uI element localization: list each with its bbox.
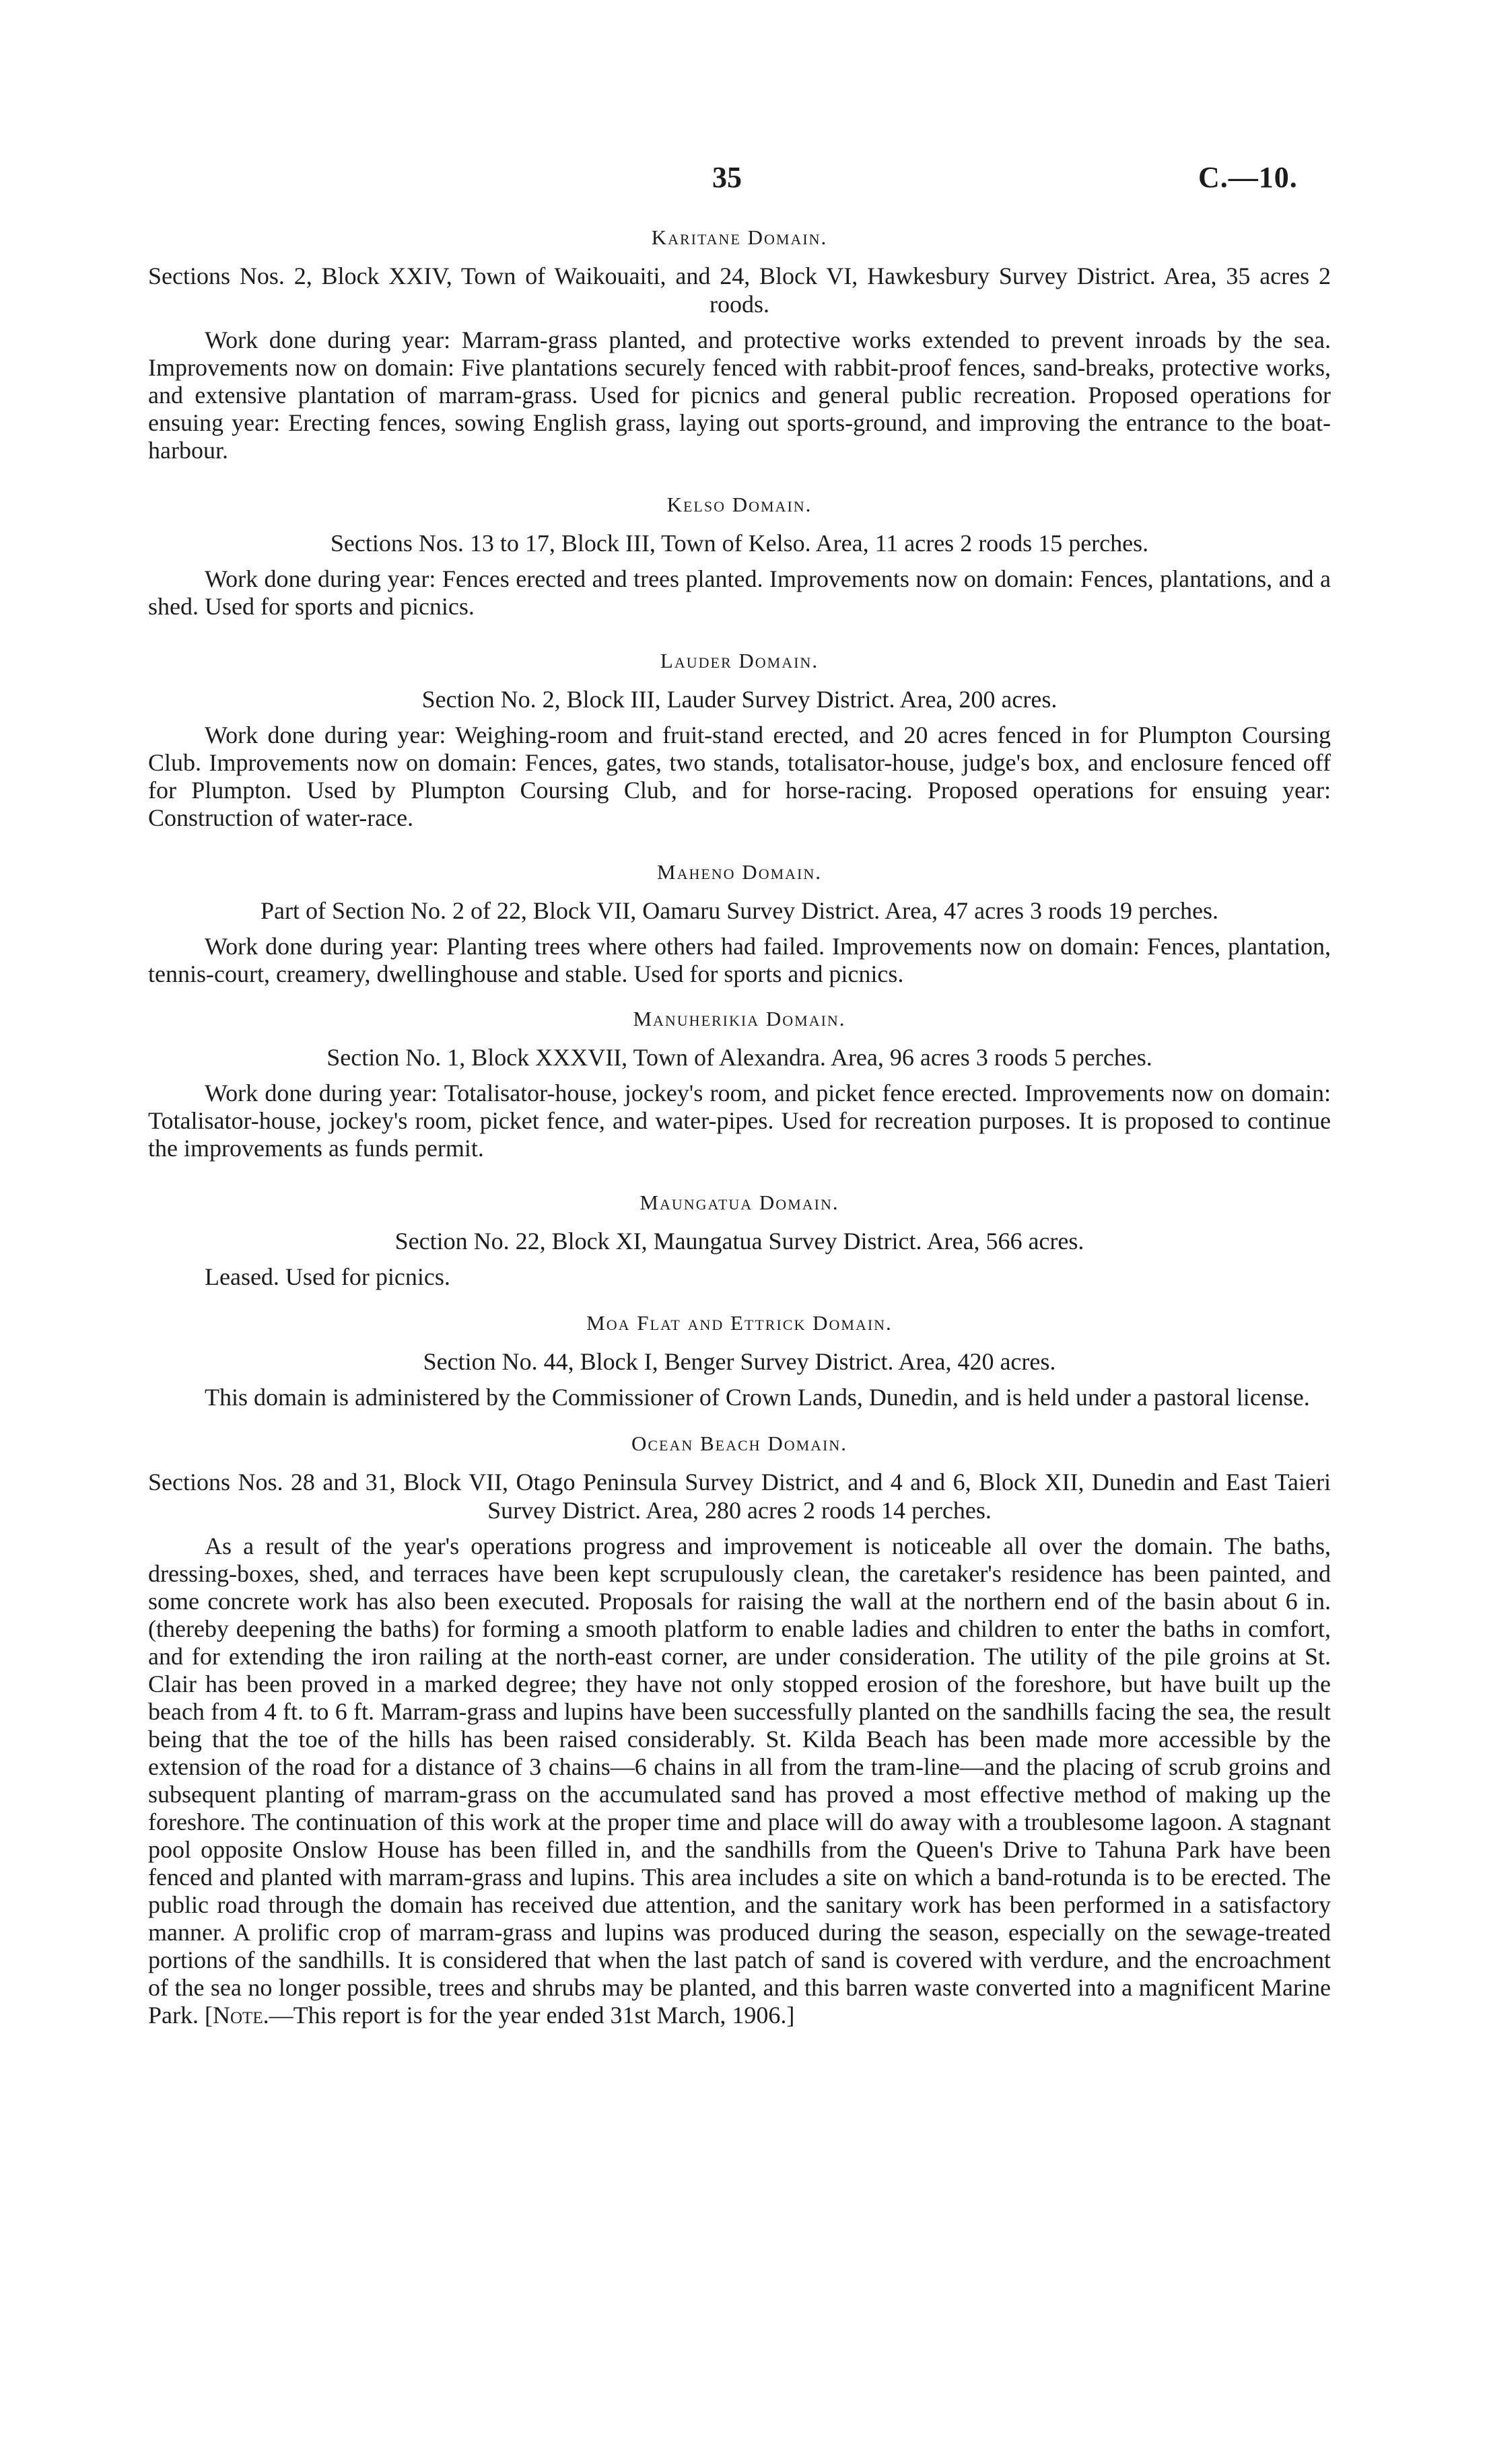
note-label: Note. [213, 2002, 269, 2029]
section-body: Leased. Used for picnics. [205, 1263, 450, 1290]
section-maheno [148, 860, 1331, 988]
section-body: Work done during year: Weighing-room and fruit-stand erected, and 20 acres fenced in for Plumpton Coursing Club. Improvements now on domain: Fences, gates, two stands, totalisator-house, judge's box, and enclosure fenced off for Plumpton. Used by Plumpton Coursing Club, and for horse-racing. Proposed operations for ensuing year: Construction of water-race. [148, 721, 1331, 831]
section-heading: Lauder Domain. [660, 649, 819, 672]
section-lauder [148, 649, 1331, 832]
section-legal-description: Sections Nos. 2, Block XXIV, Town of Waikouaiti, and 24, Block VI, Hawkesbury Survey District. Area, 35 acres 2 roods. [148, 262, 1331, 318]
section-ocean-beach [148, 1432, 1331, 2029]
section-body: This domain is administered by the Commissioner of Crown Lands, Dunedin, and is held under a pastoral license. [205, 1384, 1310, 1411]
section-kelso [148, 493, 1331, 621]
page-number: 35 [712, 161, 742, 194]
section-heading: Manuherikia Domain. [633, 1007, 846, 1030]
section-body: Work done during year: Marram-grass planted, and protective works extended to prevent inroads by the sea. Improvements now on domain: Five plantations securely fenced with rabbit-proof fences, sand-breaks, protective works, and extensive plantation of marram-grass. Used for picnics and general public recreation. Proposed operations for ensuing year: Erecting fences, sowing English grass, laying out sports-ground, and improving the entrance to the boat-harbour. [148, 326, 1331, 464]
section-body: Work done during year: Planting trees where others had failed. Improvements now on domain: Fences, plantation, tennis-court, creamery, dwellinghouse and stable. Used for sports and picnics. [148, 933, 1331, 987]
note-text: —This report is for the year ended 31st March, 1906.] [269, 2002, 795, 2029]
section-maungatua [148, 1191, 1331, 1291]
section-legal-description: Section No. 1, Block XXXVII, Town of Alexandra. Area, 96 acres 3 roods 5 perches. [326, 1044, 1152, 1071]
section-heading: Moa Flat and Ettrick Domain. [586, 1311, 893, 1335]
section-heading: Kelso Domain. [666, 493, 812, 516]
note-open-bracket: [ [205, 2002, 213, 2029]
section-heading: Karitane Domain. [651, 225, 828, 249]
section-body [148, 1533, 1331, 2029]
section-manuherikia [148, 1007, 1331, 1162]
section-karitane [148, 225, 1331, 464]
section-legal-description: Part of Section No. 2 of 22, Block VII, Oamaru Survey District. Area, 47 acres 3 roods 19 perches. [260, 897, 1218, 924]
section-heading: Ocean Beach Domain. [631, 1432, 848, 1455]
document-reference: C.—10. [1198, 161, 1298, 194]
section-legal-description: Section No. 22, Block XI, Maungatua Survey District. Area, 566 acres. [394, 1228, 1084, 1255]
section-legal-description: Sections Nos. 13 to 17, Block III, Town of Kelso. Area, 11 acres 2 roods 15 perches. [330, 530, 1149, 557]
section-heading: Maheno Domain. [657, 860, 822, 884]
section-legal-description: Sections Nos. 28 and 31, Block VII, Otago Peninsula Survey District, and 4 and 6, Block XII, Dunedin and East Taieri Survey District. Area, 280 acres 2 roods 14 perches. [148, 1469, 1331, 1524]
section-moa-flat-ettrick [148, 1311, 1331, 1411]
section-legal-description: Section No. 44, Block I, Benger Survey District. Area, 420 acres. [423, 1348, 1056, 1375]
section-body: Work done during year: Fences erected and trees planted. Improvements now on domain: Fences, plantations, and a shed. Used for sports and picnics. [148, 565, 1331, 620]
section-legal-description: Section No. 2, Block III, Lauder Survey District. Area, 200 acres. [421, 686, 1058, 713]
page-content [148, 225, 1331, 2029]
section-body-text: As a result of the year's operations progress and improvement is noticeable all over the domain. The baths, dressing-boxes, shed, and terraces have been kept scrupulously clean, the caretaker's residence has been painted, and some concrete work has also been executed. Proposals for raising the wall at the northern end of the basin about 6 in. (thereby deepening the baths) for forming a smooth platform to enable ladies and children to enter the baths in comfort, and for extending the iron railing at the north-east corner, are under consideration. The utility of the pile groins at St. Clair has been proved in a marked degree; they have not only stopped erosion of the foreshore, but have built up the beach from 4 ft. to 6 ft. Marram-grass and lupins have been successfully planted on the sandhills facing the sea, the result being that the toe of the hills has been raised considerably. St. Kilda Beach has been made more accessible by the extension of the road for a distance of 3 chains—6 chains in all from the tram-line—and the placing of scrub groins and subsequent planting of marram-grass on the accumulated sand has proved a most effective method of making up the foreshore. The continuation of this work at the proper time and place will do away with a troublesome lagoon. A stagnant pool opposite Onslow House has been filled in, and the sandhills from the Queen's Drive to Tahuna Park have been fenced and planted with marram-grass and lupins. This area includes a site on which a band-rotunda is to be erected. The public road through the domain has received due attention, and the sanitary work has been performed in a satisfactory manner. A prolific crop of marram-grass and lupins was produced during the season, especially on the sewage-treated portions of the sandhills. It is considered that when the last patch of sand is covered with verdure, and the encroachment of the sea no longer possible, trees and shrubs may be planted, and this barren waste converted into a magnificent Marine Park. [148, 1533, 1331, 2029]
section-heading: Maungatua Domain. [639, 1191, 839, 1214]
section-body: Work done during year: Totalisator-house, jockey's room, and picket fence erected. Improvements now on domain: Totalisator-house, jockey's room, picket fence, and water-pipes. Used for recreation purposes. It is proposed to continue the improvements as funds permit. [148, 1080, 1331, 1162]
